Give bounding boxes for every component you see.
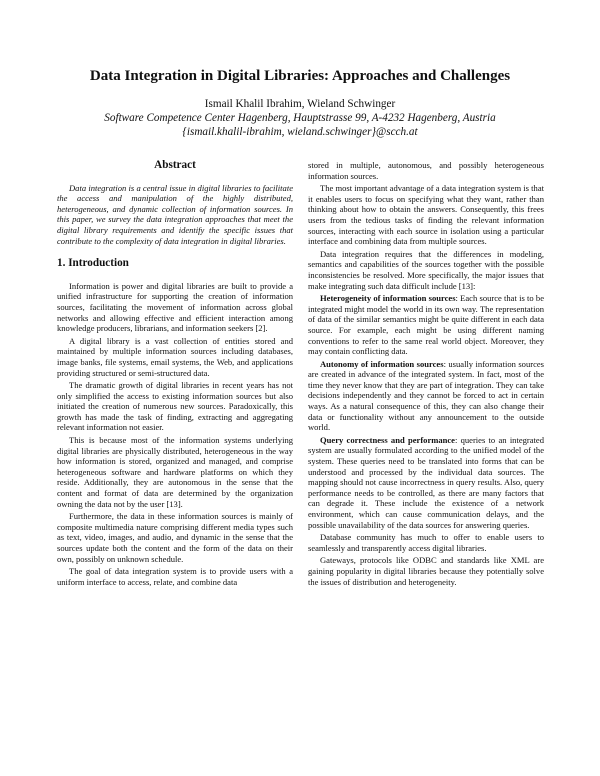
right-paragraph-2: The most important advantage of a data integration system is that it enables users to focus on specifying what they want, rather than thinking about how to obtain the answers. Consequently, this frees users from the tedious tasks of finding the relevant information sources, interacting with each source in isolation using a particular interface and combining data from multiple sources. (308, 183, 544, 247)
intro-paragraph-2: A digital library is a vast collection of entities stored and maintained by multiple information sources including databases, image banks, file systems, email systems, the Web, and applications providing structured or semi-structured data. (57, 335, 293, 378)
paper-email: {ismail.khalil-ibrahim, wieland.schwinger}@scch.at (182, 126, 418, 138)
right-paragraph-3: Data integration requires that the differences in modeling, semantics and capabilities of the sources together with the possible inconsistencies be resolved. More specifically, the major issues that make integrating such data difficult include [13]: (308, 248, 544, 291)
right-paragraph-1: stored in multiple, autonomous, and possibly heterogeneous information sources. (308, 160, 544, 181)
heterogeneity-text: : Each source that is to be integrated might model the world in its own way. The representation of data of the similar semantics might be quite different in each data source. For example, each might be using different naming conventions to refer to the same real world object. Moreover, they may contain conflicting data. (308, 293, 544, 357)
paper-title: Data Integration in Digital Libraries: Approaches and Challenges (89, 68, 511, 84)
query-text: : queries to an integrated system are usually formulated according to the unified model of the system. These queries need to be translated into forms that can be understood and processed by the individual data sources. The mapping should not cause incorrectness in query results. Also, query performance needs to be controlled, as there are many factors that can degrade it. These include the existence of a network environment, which can cause communication delays, and the possible unavailability of the data sources for answering queries. (308, 434, 544, 530)
intro-paragraph-1: Information is power and digital libraries are built to provide a unified infrastructure for supporting the creation of information sources, facilitating the movement of information across global networks and allowing effective and efficient interaction among knowledge producers, librarians, and information seekers [2]. (57, 280, 293, 334)
right-column (308, 160, 544, 589)
intro-paragraph-3: The dramatic growth of digital libraries in recent years has not only simplified the access to existing information sources but also initiated the creation of numerous new sources. Paradoxically, this growth has made the task of finding, extracting and aggregating relevant information not easier. (57, 380, 293, 433)
left-column (57, 160, 293, 589)
heterogeneity-label: Heterogeneity of information sources (320, 293, 456, 304)
heterogeneity-paragraph (308, 293, 544, 357)
autonomy-text: : usually information sources are created in advance of the integrated system. In fact, most of the time they never know that they are part of integration. They can take decisions independently and they cannot be forced to act in certain ways. As a natural consequence of this, they can also change their data or functionality without any announcement to the outside world. (308, 358, 544, 433)
paper-authors: Ismail Khalil Ibrahim, Wieland Schwinger (204, 98, 396, 110)
abstract-heading: Abstract (154, 159, 196, 171)
right-paragraph-5: Gateways, protocols like ODBC and standards like XML are gaining popularity in digital libraries because they potentially solve the issues of distribution and heterogeneity. (308, 555, 544, 587)
intro-paragraph-4: This is because most of the information systems underlying digital libraries are physically distributed, heterogeneous in the way how information is stored, organized and managed, and comprise heterogeneous software and hardware platforms on which they reside. Additionally, they are autonomous in the sense that the content and format of data are determined by the organization owning the data not by the user [13]. (57, 435, 293, 509)
intro-paragraph-6: The goal of data integration system is to provide users with a uniform interface to access, relate, and combine data (57, 566, 293, 587)
autonomy-paragraph (308, 359, 544, 433)
section-heading-introduction: 1. Introduction (57, 257, 129, 270)
query-label: Query correctness and performance (320, 434, 455, 445)
query-paragraph (308, 435, 544, 530)
abstract-text: Data integration is a central issue in digital libraries to facilitate the access and manipulation of the highly distributed, heterogeneous, and dynamic collection of information sources. In this paper, we survey the data integration approaches that meet the digital library requirements and identify the specific issues that contribute to the complexity of data integration in digital libraries. (57, 182, 293, 246)
right-paragraph-4: Database community has much to offer to enable users to seamlessly and transparently access digital libraries. (308, 532, 544, 553)
paper-affiliation: Software Competence Center Hagenberg, Hauptstrasse 99, A-4232 Hagenberg, Austria (104, 112, 496, 124)
intro-paragraph-5: Furthermore, the data in these information sources is mainly of composite multimedia nature comprising different media types such as text, video, images, and audio, and dynamic in the sense that the sources update both the content and the form of the data on their own, possibly on unknown schedule. (57, 511, 293, 564)
autonomy-label: Autonomy of information sources (320, 358, 444, 369)
